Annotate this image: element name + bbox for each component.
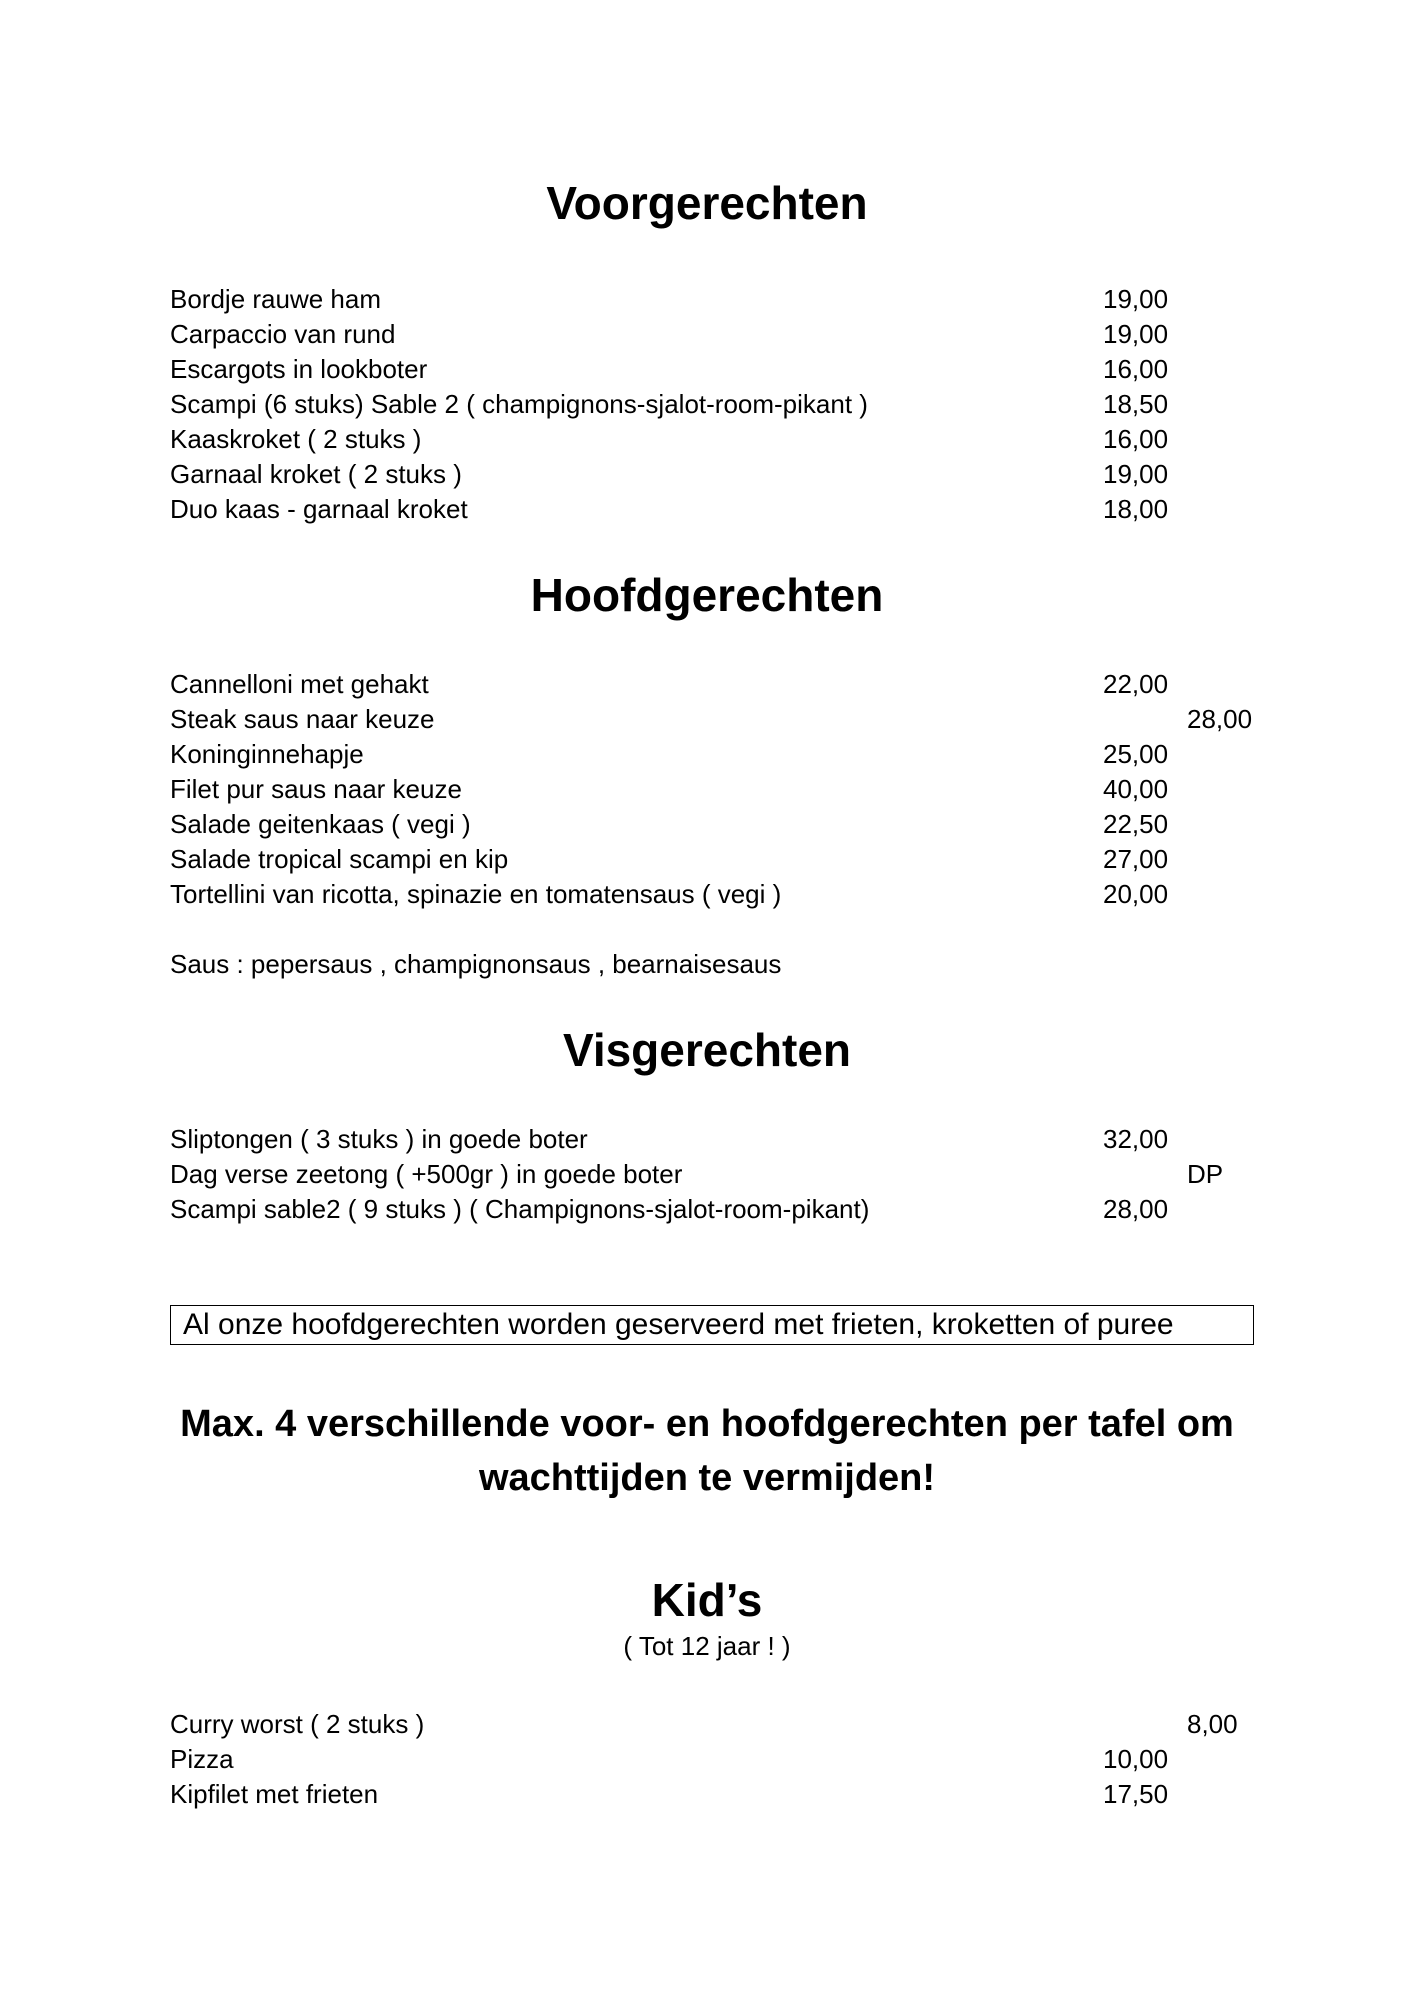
menu-item-name: Steak saus naar keuze (170, 704, 435, 734)
menu-item-price: 27,00 (1103, 844, 1169, 874)
voorgerechten-heading: Voorgerechten (546, 177, 868, 229)
menu-item-price: 19,00 (1103, 319, 1169, 349)
menu-item-name: Curry worst ( 2 stuks ) (170, 1709, 425, 1739)
table-limit-warning-line1: Max. 4 verschillende voor- en hoofdgerechten per tafel om (180, 1403, 1234, 1445)
menu-item-name: Garnaal kroket ( 2 stuks ) (170, 459, 462, 489)
menu-item-price: 19,00 (1103, 284, 1169, 314)
menu-item-name: Bordje rauwe ham (170, 284, 381, 314)
menu-item-name: Scampi (6 stuks) Sable 2 ( champignons-sjalot-room-pikant ) (170, 389, 868, 419)
menu-item-name: Cannelloni met gehakt (170, 669, 429, 699)
menu-item-price: 22,50 (1103, 809, 1169, 839)
hoofdgerechten-heading: Hoofdgerechten (530, 569, 884, 621)
side-dish-note: Al onze hoofdgerechten worden geserveerd met frieten, kroketten of puree (170, 1305, 1254, 1345)
menu-item-name: Kaaskroket ( 2 stuks ) (170, 424, 422, 454)
menu-item-name: Koninginnehapje (170, 739, 364, 769)
menu-item-price: 10,00 (1103, 1744, 1169, 1774)
menu-item-name: Salade tropical scampi en kip (170, 844, 509, 874)
menu-item-price: 17,50 (1103, 1779, 1169, 1809)
menu-item-price: 40,00 (1103, 774, 1169, 804)
menu-item-price: 32,00 (1103, 1124, 1169, 1154)
menu-item-name: Salade geitenkaas ( vegi ) (170, 809, 471, 839)
kids-heading: Kid’s (651, 1574, 763, 1626)
menu-item-price: 28,00 (1187, 704, 1253, 734)
menu-item-price: 20,00 (1103, 879, 1169, 909)
menu-item-name: Sliptongen ( 3 stuks ) in goede boter (170, 1124, 588, 1154)
menu-item-name: Kipfilet met frieten (170, 1779, 379, 1809)
menu-item-price: 18,00 (1103, 494, 1169, 524)
visgerechten-heading: Visgerechten (562, 1024, 852, 1076)
menu-item-price: 16,00 (1103, 424, 1169, 454)
table-limit-warning-line2: wachttijden te vermijden! (478, 1457, 936, 1499)
kids-age-note: ( Tot 12 jaar ! ) (623, 1631, 791, 1661)
menu-item-price: 16,00 (1103, 354, 1169, 384)
menu-item-price: 22,00 (1103, 669, 1169, 699)
menu-item-name: Scampi sable2 ( 9 stuks ) ( Champignons-sjalot-room-pikant) (170, 1194, 870, 1224)
menu-item-price: 19,00 (1103, 459, 1169, 489)
menu-item-name: Filet pur saus naar keuze (170, 774, 462, 804)
menu-item-name: Dag verse zeetong ( +500gr ) in goede boter (170, 1159, 683, 1189)
menu-item-name: Tortellini van ricotta, spinazie en tomatensaus ( vegi ) (170, 879, 782, 909)
menu-item-price: 28,00 (1103, 1194, 1169, 1224)
menu-item-name: Carpaccio van rund (170, 319, 396, 349)
menu-item-name: Pizza (170, 1744, 234, 1774)
sauce-note: Saus : pepersaus , champignonsaus , bearnaisesaus (170, 949, 782, 979)
menu-item-name: Escargots in lookboter (170, 354, 428, 384)
menu-item-price: 18,50 (1103, 389, 1169, 419)
menu-item-price: 8,00 (1187, 1709, 1238, 1739)
menu-item-name: Duo kaas - garnaal kroket (170, 494, 468, 524)
menu-item-price: DP (1187, 1159, 1224, 1189)
menu-item-price: 25,00 (1103, 739, 1169, 769)
